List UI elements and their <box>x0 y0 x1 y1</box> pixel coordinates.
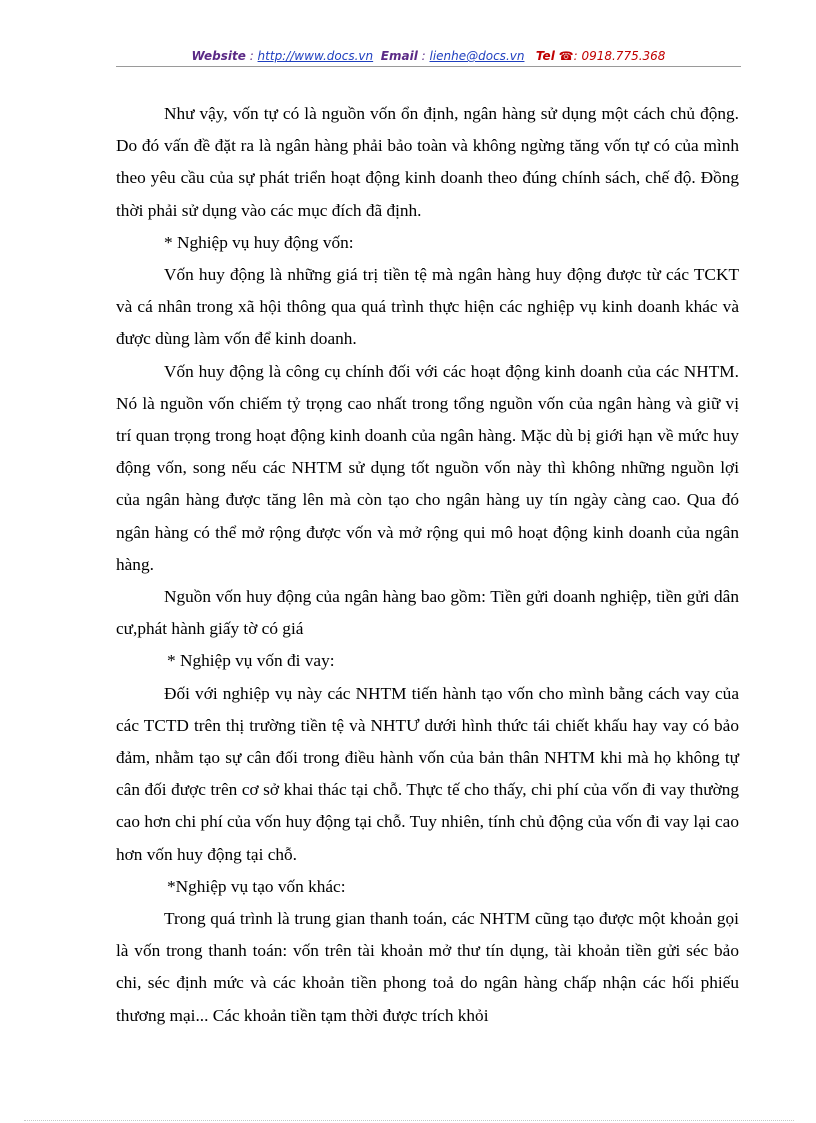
tel-separator: : <box>573 49 582 63</box>
document-body <box>116 98 739 1032</box>
header-divider <box>116 66 741 67</box>
tel-value: 0918.775.368 <box>581 49 666 63</box>
phone-icon: ☎ <box>558 49 574 63</box>
footer-divider <box>24 1120 794 1121</box>
email-separator: : <box>417 49 430 63</box>
tel-label: Tel <box>535 49 555 63</box>
email-link[interactable]: lienhe@docs.vn <box>429 49 525 63</box>
section-heading-borrowed-capital: * Nghiệp vụ vốn đi vay: <box>167 651 335 671</box>
paragraph: Đối với nghiệp vụ này các NHTM tiến hành tạo vốn cho mình bằng cách vay của các TCTD trên thị trường tiền tệ và NHTƯ dưới hình thức tái chiết khấu hay vay có bảo đảm, nhằm tạo sự cân đối trong điều hành vốn của bản thân NHTM khi mà họ không tự cân đối được trên cơ sở khai thác tại chỗ. Thực tế cho thấy, chi phí của vốn đi vay thường cao hơn chi phí của vốn huy động tại chỗ. Tuy nhiên, tính chủ động của vốn đi vay lại cao hơn vốn huy động tại chỗ. <box>116 683 739 864</box>
section-heading-other-capital: *Nghiệp vụ tạo vốn khác: <box>167 876 346 896</box>
section-heading-mobilized-capital: * Nghiệp vụ huy động vốn: <box>164 232 354 252</box>
page-header <box>116 46 741 68</box>
paragraph: Vốn huy động là công cụ chính đối với các hoạt động kinh doanh của các NHTM. Nó là nguồn vốn chiếm tỷ trọng cao nhất trong tổng nguồn vốn của ngân hàng và giữ vị trí quan trọng trong hoạt động kinh doanh của ngân hàng. Mặc dù bị giới hạn về mức huy động vốn, song nếu các NHTM sử dụng tốt nguồn vốn này thì không những nguồn lợi của ngân hàng được tăng lên mà còn tạo cho ngân hàng uy tín ngày càng cao. Qua đó ngân hàng có thể mở rộng được vốn và mở rộng qui mô hoạt động kinh doanh của ngân hàng. <box>116 361 739 574</box>
paragraph: Nguồn vốn huy động của ngân hàng bao gồm: Tiền gửi doanh nghiệp, tiền gửi dân cư,phát hành giấy tờ có giá <box>116 587 739 639</box>
paragraph: Như vậy, vốn tự có là nguồn vốn ổn định, ngân hàng sử dụng một cách chủ động. Do đó vấn đề đặt ra là ngân hàng phải bảo toàn và không ngừng tăng vốn tự có của mình theo yêu cầu của sự phát triển hoạt động kinh doanh theo đúng chính sách, chế độ. Đồng thời phải sử dụng vào các mục đích đã định. <box>116 104 739 220</box>
website-label: Website <box>191 49 246 63</box>
website-link[interactable]: http://www.docs.vn <box>257 49 374 63</box>
paragraph: Vốn huy động là những giá trị tiền tệ mà ngân hàng huy động được từ các TCKT và cá nhân trong xã hội thông qua quá trình thực hiện các nghiệp vụ kinh doanh khác và được dùng làm vốn để kinh doanh. <box>116 265 739 349</box>
paragraph: Trong quá trình là trung gian thanh toán, các NHTM cũng tạo được một khoản gọi là vốn trong thanh toán: vốn trên tài khoản mở thư tín dụng, tài khoản tiền gửi séc bảo chi, séc định mức và các khoản tiền phong toả do ngân hàng chấp nhận các hối phiếu thương mại... Các khoản tiền tạm thời được trích khỏi <box>116 909 739 1025</box>
email-label: Email <box>380 49 418 63</box>
website-separator: : <box>245 49 258 63</box>
